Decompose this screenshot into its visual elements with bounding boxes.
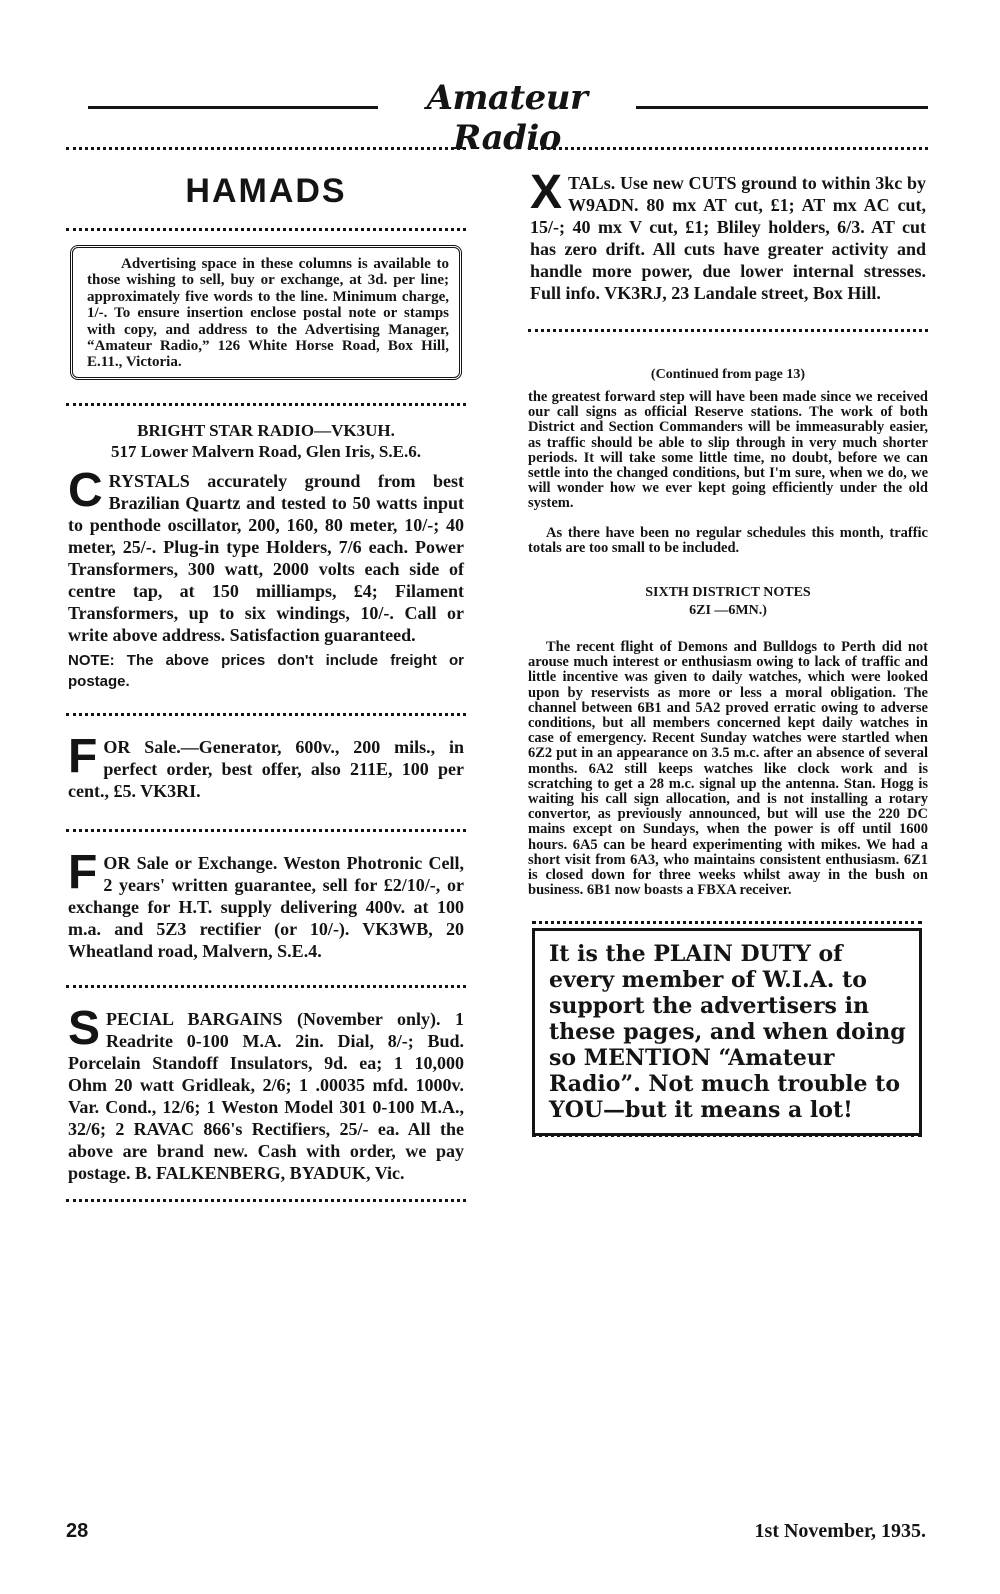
special-bargains-body: PECIAL BARGAINS (November only). 1 Readrite 0-100 M.A. 2in. Dial, 8/-; Bud. Porcelain Standoff Insulators, 9d. ea; 1 10,000 Ohm 20 watt Gridleak, 2/6; 1 .00035 mfd. 1000v. Var. Cond., 12/6; 1 Weston Model 301 0-100 M.A., 32/6; 2 RAVAC 866's Rectifiers, 25/- ea. All the above are brand new. Cash with order, we pay postage. B. FALKENBERG, BYADUK, Vic.	[68, 1008, 464, 1183]
xtals-ad	[528, 166, 928, 306]
bright-star-body: RYSTALS accurately ground from best Brazilian Quartz and tested to 50 watts input to penthode oscillator, 200, 160, 80 meter, 10/-; 40 meter, 25/-. Plug-in type Holders, 7/6 each. Power Transformers, 300 watt, 2000 volts each side of centre tap, at 150 milliamps, £4; Filament Transformers, up to six windings, 10/-. Call or write above address. Satisfaction guaranteed.	[68, 470, 464, 645]
drop-cap: S	[68, 1001, 101, 1055]
page-footer	[66, 1520, 926, 1550]
right-column	[528, 140, 928, 1136]
dotted-rule	[528, 144, 928, 150]
continued-paragraph-1: the greatest forward step will have been made since we received our call signs as official Reserve stations. The work of both District and Section Commanders will be immeasurably easier, as traffic should be able to slip through in very much shorter periods. It will take some little time, no doubt, before we can settle into the changed conditions, but I'm sure, when we do, we will wonder how we ever kept going efficiently under the old system.	[528, 389, 928, 512]
masthead-rule-right	[636, 106, 928, 109]
masthead-rule-left	[88, 106, 378, 109]
drop-cap: F	[68, 845, 98, 899]
plain-duty-box: It is the PLAIN DUTY of every member of W.I.A. to support the advertisers in these pages, and when doing so MENTION “Amateur Radio”. Not much trouble to YOU—but it means a lot!	[532, 928, 922, 1136]
drop-cap: F	[68, 729, 98, 783]
dotted-rule	[66, 826, 466, 832]
bright-star-ad	[66, 463, 466, 694]
continued-paragraph-2: As there have been no regular schedules this month, traffic totals are too small to be included.	[528, 524, 928, 556]
dotted-rule	[66, 710, 466, 716]
continued-label: (Continued from page 13)	[650, 367, 806, 382]
dotted-rule	[66, 982, 466, 988]
dotted-rule	[528, 326, 928, 332]
masthead	[88, 78, 928, 158]
sixth-district-body: The recent flight of Demons and Bulldogs to Perth did not arouse much interest or enthusiasm owing to lack of traffic and little incentive was given to daily watches, which were looked upon by reservists as more or less a moral obligation. The channel between 6B1 and 5A2 proved erratic owing to adverse conditions, but all members concerned kept daily watches in case of emergency. Recent Sunday watches were startled when 6Z2 put in an appearance on 3.5 m.c. after an absence of several months. 6A2 still keeps watches like clock work and is scratching to get a 28 m.c. signal up the antenna. Stan. Hogg is waiting his call sign allocation, and is not installing a rotary convertor, as previously announced, but will use the 220 DC mains except on Sundays, when the power is off until 1600 hours. 6A5 can be heard experimenting with mikes. We had a short visit from 6A3, who maintains consistent enthusiasm. 6Z1 is closed down for three weeks whilst away in the bush on business. 6B1 now boasts a FBXA receiver.	[528, 639, 928, 899]
for-sale-photronic-ad	[66, 845, 466, 964]
bright-star-heading-line2: 517 Lower Malvern Road, Glen Iris, S.E.6.	[111, 441, 421, 461]
dotted-rule	[66, 400, 466, 406]
bright-star-note: NOTE: The above prices don't include freight or postage.	[68, 651, 464, 690]
left-column	[66, 140, 466, 1206]
for-sale-generator-ad	[66, 729, 466, 804]
page-number: 28	[66, 1520, 89, 1542]
issue-date: 1st November, 1935.	[754, 1520, 926, 1542]
sixth-district-subheading: 6ZI —6MN.)	[689, 603, 767, 619]
for-sale-generator-body: OR Sale.—Generator, 600v., 200 mils., in perfect order, best offer, also 211E, 100 per cent., £5. VK3RI.	[68, 736, 464, 801]
bright-star-heading	[66, 420, 466, 462]
drop-cap: C	[68, 463, 103, 517]
dotted-rule	[66, 144, 466, 150]
sixth-district-heading: SIXTH DISTRICT NOTES	[645, 585, 811, 601]
masthead-title: Amateur Radio	[426, 78, 588, 158]
bright-star-heading-line1: BRIGHT STAR RADIO—VK3UH.	[137, 420, 395, 440]
drop-cap: X	[530, 166, 563, 219]
special-bargains-ad	[66, 1001, 466, 1186]
advertising-notice: Advertising space in these columns is available to those wishing to sell, buy or exchange, at 3d. per line; approximately five words to the line. Minimum charge, 1/-. To ensure insertion enclose postal note or stamps with copy, and address to the Advertising Manager, “Amateur Radio,” 126 White Horse Road, Box Hill, E.11., Victoria.	[70, 245, 462, 380]
dotted-rule	[66, 1196, 466, 1202]
section-title-hamads: HAMADS	[185, 172, 347, 210]
dotted-rule	[66, 225, 466, 231]
for-sale-photronic-body: OR Sale or Exchange. Weston Photronic Cell, 2 years' written guarantee, sell for £2/10/-, or exchange for H.T. supply delivering 400v. at 100 m.a. and 5Z3 rectifier (or 10/-). VK3WB, 20 Wheatland road, Malvern, S.E.4.	[68, 852, 464, 961]
xtals-body: TALs. Use new CUTS ground to within 3kc by W9ADN. 80 mx AT cut, £1; AT mx AC cut, 15/-; 40 mx V cut, £1; Bliley holders, 6/3. AT cut has zero drift. All cuts have greater activity and handle more power, due lower internal stresses. Full info. VK3RJ, 23 Landale street, Box Hill.	[530, 173, 926, 303]
